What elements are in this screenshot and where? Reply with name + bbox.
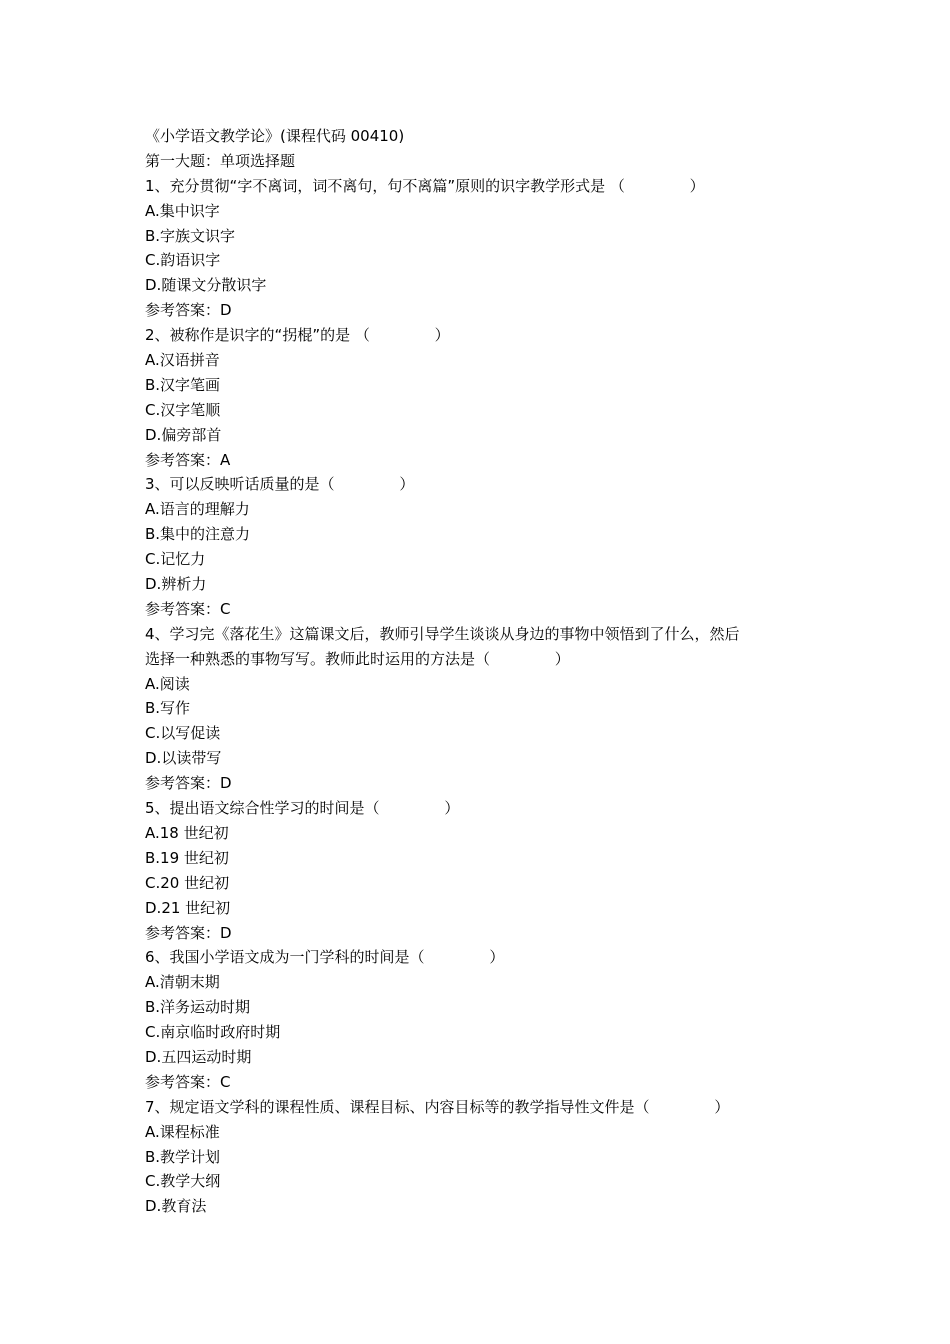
question-item [145, 945, 825, 1094]
option-d: D.教育法 [145, 1197, 207, 1216]
answer-value: D [220, 774, 232, 793]
option-d: D.偏旁部首 [145, 425, 222, 444]
option-b: B.教学计划 [145, 1147, 221, 1166]
answer-label: 参考答案： [145, 301, 221, 320]
answer-label: 参考答案： [145, 450, 221, 469]
question-text: 5、提出语文综合性学习的时间是（ ） [145, 799, 460, 818]
option-a: A.课程标准 [145, 1122, 220, 1141]
option-c: C.20 世纪初 [145, 873, 230, 892]
option-b: B.写作 [145, 699, 191, 718]
answer-label: 参考答案： [145, 774, 221, 793]
question-text: 3、可以反映听话质量的是（ ） [145, 475, 415, 494]
option-b: B.汉字笔画 [145, 375, 221, 394]
option-d: D.21 世纪初 [145, 898, 231, 917]
reference-answer [145, 1070, 825, 1095]
option-c: C.以写促读 [145, 724, 221, 743]
option-a: A.阅读 [145, 674, 190, 693]
option-a: A.集中识字 [145, 201, 220, 220]
reference-answer [145, 298, 825, 323]
option-b: B.集中的注意力 [145, 525, 251, 544]
reference-answer [145, 597, 825, 622]
question-list [145, 174, 825, 1219]
question-text: 1、充分贯彻“字不离词，词不离句，句不离篇”原则的识字教学形式是 （ ） [145, 176, 705, 195]
reference-answer [145, 771, 825, 796]
option-d: D.辨析力 [145, 575, 207, 594]
option-c: C.南京临时政府时期 [145, 1023, 281, 1042]
question-text: 2、被称作是识字的“拐棍”的是 （ ） [145, 326, 450, 345]
question-item [145, 1095, 825, 1219]
option-d: D.五四运动时期 [145, 1047, 252, 1066]
question-text: 选择一种熟悉的事物写写。教师此时运用的方法是（ ） [145, 649, 570, 668]
option-d: D.以读带写 [145, 749, 222, 768]
answer-value: A [220, 450, 231, 469]
answer-label: 参考答案： [145, 923, 221, 942]
option-b: B.字族文识字 [145, 226, 236, 245]
question-item [145, 323, 825, 472]
reference-answer [145, 921, 825, 946]
document-title: 《小学语文教学论》(课程代码 00410) [145, 127, 405, 145]
option-d: D.随课文分散识字 [145, 276, 267, 295]
question-item [145, 174, 825, 323]
option-c: C.教学大纲 [145, 1172, 221, 1191]
question-item [145, 472, 825, 621]
question-item [145, 622, 825, 796]
document-body [145, 124, 825, 1219]
answer-value: D [220, 923, 232, 942]
answer-value: C [220, 1072, 231, 1091]
question-item [145, 796, 825, 945]
option-a: A.语言的理解力 [145, 500, 250, 519]
option-b: B.洋务运动时期 [145, 998, 251, 1017]
option-a: A.18 世纪初 [145, 823, 229, 842]
answer-label: 参考答案： [145, 599, 221, 618]
question-text: 7、规定语文学科的课程性质、课程目标、内容目标等的教学指导性文件是（ ） [145, 1097, 730, 1116]
question-text: 4、学习完《落花生》这篇课文后，教师引导学生谈谈从身边的事物中领悟到了什么，然后 [145, 624, 740, 643]
option-c: C.记忆力 [145, 550, 206, 569]
option-a: A.清朝末期 [145, 973, 220, 992]
question-text: 6、我国小学语文成为一门学科的时间是（ ） [145, 948, 505, 967]
option-a: A.汉语拼音 [145, 351, 220, 370]
option-c: C.汉字笔顺 [145, 400, 221, 419]
answer-label: 参考答案： [145, 1072, 221, 1091]
answer-value: C [220, 599, 231, 618]
section-heading: 第一大题：单项选择题 [145, 151, 296, 170]
answer-value: D [220, 301, 232, 320]
option-c: C.韵语识字 [145, 251, 221, 270]
option-b: B.19 世纪初 [145, 848, 229, 867]
reference-answer [145, 448, 825, 473]
